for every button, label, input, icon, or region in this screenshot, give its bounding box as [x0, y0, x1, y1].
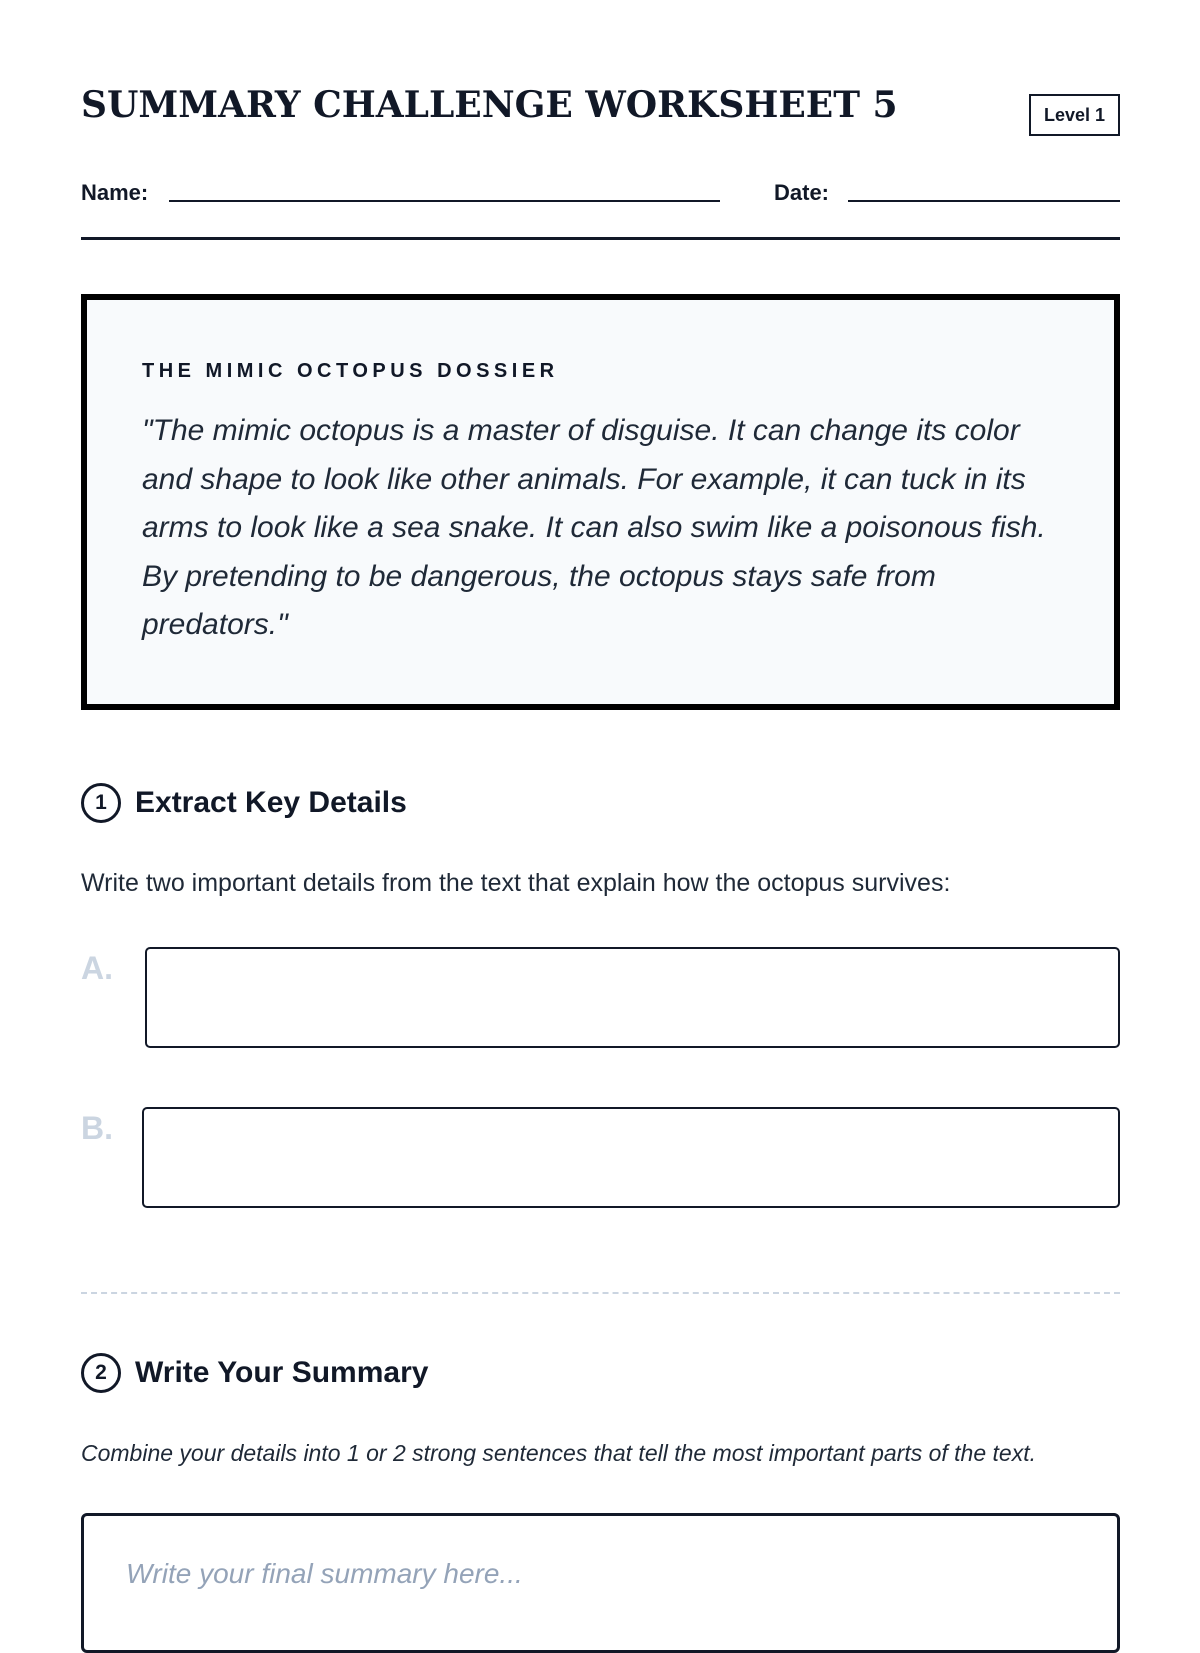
answer-b-label: B. [81, 1110, 113, 1146]
section-2-number: 2 [81, 1353, 121, 1393]
page-title: SUMMARY CHALLENGE WORKSHEET 5 [81, 84, 898, 126]
date-label: Date: [774, 180, 830, 205]
date-field[interactable] [848, 200, 1120, 202]
section-1-number: 1 [81, 783, 121, 823]
section-1-header [81, 783, 407, 823]
name-label: Name: [81, 180, 149, 205]
summary-box[interactable] [81, 1513, 1120, 1653]
section-1-instruction: Write two important details from the text that explain how the octopus survives: [81, 869, 951, 897]
answer-a-label: A. [81, 950, 113, 986]
section-divider [81, 1292, 1120, 1294]
answer-b-box[interactable] [142, 1107, 1120, 1208]
worksheet-page [81, 0, 1120, 1600]
name-field[interactable] [169, 200, 720, 202]
answer-a-box[interactable] [145, 947, 1120, 1048]
section-1-title: Extract Key Details [135, 786, 407, 819]
passage-text: "The mimic octopus is a master of disguise. It can change its color and shape to look like other animals. For example, it can tuck in its arms to look like a sea snake. It can also swim like a poisonous fish. By pretending to be dangerous, the octopus stays safe from predators." [142, 414, 1046, 641]
level-badge: Level 1 [1029, 94, 1120, 136]
section-2-header [81, 1353, 428, 1393]
section-2-title: Write Your Summary [135, 1356, 429, 1389]
summary-input[interactable] [126, 1554, 1066, 1594]
section-2-instruction: Combine your details into 1 or 2 strong sentences that tell the most important parts of the text. [81, 1440, 1036, 1466]
passage-box [81, 294, 1120, 710]
header-divider [81, 237, 1120, 240]
passage-title: THE MIMIC OCTOPUS DOSSIER [142, 360, 559, 382]
